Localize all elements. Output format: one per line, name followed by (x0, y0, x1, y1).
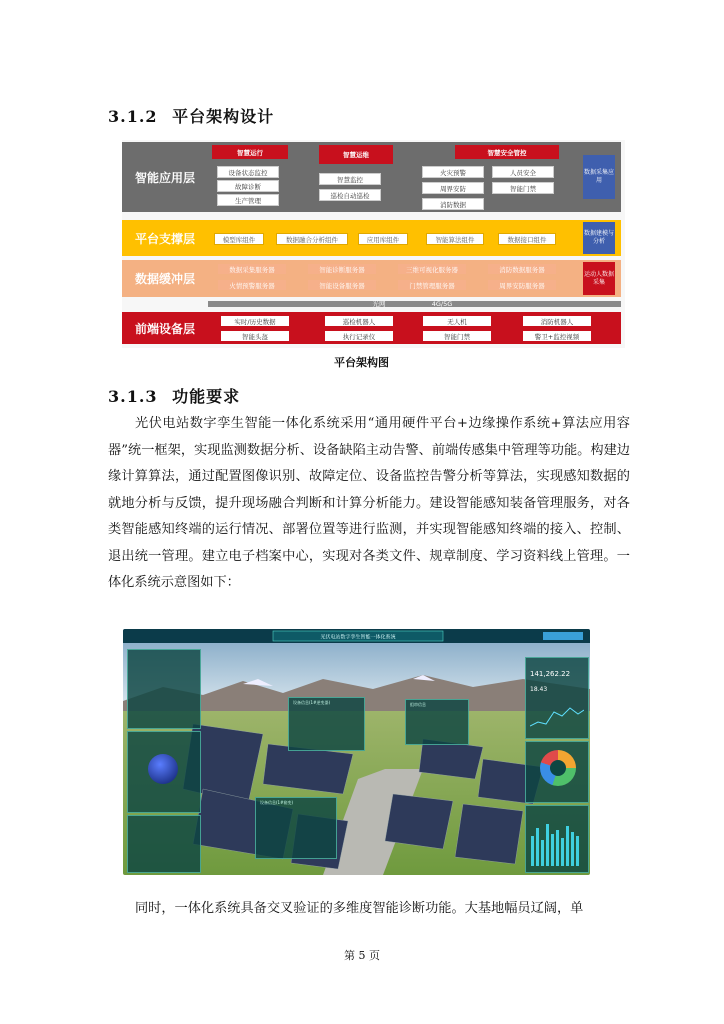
section-number: 3.1.3 (108, 387, 158, 406)
app-item: 巡检自动巡检 (319, 189, 381, 201)
app-item: 火灾预警 (422, 166, 484, 178)
panel-title: 设备信息(1#箱变) (260, 800, 294, 805)
platform-item: 应用库组件 (358, 233, 408, 245)
architecture-diagram (122, 140, 625, 348)
section-title: 平台架构设计 (172, 107, 275, 126)
device-item: 警卫+监控视频 (522, 330, 592, 342)
app-item: 周界安防 (422, 182, 484, 194)
buffer-item: 三维可视化服务器 (398, 264, 466, 274)
buffer-item: 智能设备服务器 (308, 280, 376, 290)
panel-title: 设备信息(1#逆变器) (293, 700, 331, 705)
divider-label-left: 光网 (372, 300, 386, 308)
panel-title: 组串信息 (410, 702, 426, 707)
system-screenshot (123, 629, 590, 875)
buffer-item: 智能诊断服务器 (308, 264, 376, 274)
app-item: 生产管理 (217, 194, 279, 206)
page-footer: 第 5 页 (344, 949, 380, 962)
right-panel-kpi (525, 657, 589, 739)
side-label-app: 数据采集应用 (583, 155, 615, 199)
device-item: 实时/历史数据 (220, 315, 290, 327)
device-item: 智能门禁 (422, 330, 492, 342)
left-panel-weather (127, 649, 201, 729)
network-divider (208, 301, 621, 307)
section-title: 功能要求 (172, 387, 241, 406)
bar-chart (530, 816, 584, 866)
platform-item: 数据融合分析组件 (276, 233, 348, 245)
section-heading-313 (108, 384, 240, 407)
device-item: 巡检机器人 (324, 315, 394, 327)
app-item: 智慧监控 (319, 173, 381, 185)
buffer-item: 门禁管理服务器 (398, 280, 466, 290)
left-panel-globe (127, 731, 201, 813)
platform-item: 模型库组件 (214, 233, 264, 245)
layer-band-platform (208, 220, 621, 256)
screenshot-title: 光伏电站数字孪生智能一体化系统 (320, 634, 396, 641)
info-panel-inverter (288, 697, 365, 751)
platform-item: 智能算法组件 (426, 233, 484, 245)
kpi-value: 141,262.22 (530, 670, 571, 678)
info-panel-transformer (255, 797, 337, 859)
layer-label-app: 智能应用层 (122, 142, 208, 212)
right-panel-bars (525, 805, 589, 873)
buffer-item: 数据采集服务器 (218, 264, 286, 274)
header-smart-ops: 智慧运维 (319, 145, 393, 164)
trend-chart (530, 702, 584, 730)
layer-label-device: 前端设备层 (122, 312, 208, 344)
divider-label-center: 4G/5G (431, 299, 453, 308)
left-panel-stats (127, 815, 201, 873)
body-paragraph: 光伏电站数字孪生智能一体化系统采用“通用硬件平台+边缘操作系统+算法应用容器”统一框架，实现监测数据分析、设备缺陷主动告警、前端传感集中管理等功能。构建边缘计算算法，通过配置图像识别、故障定位、设备监控告警分析等算法，实现感知数据的就地分析与反馈，提升现场融合判断和计算分析能力。建设智能感知装备管理服务，对各类智能感知终端的运行情况、部署位置等进行监测，并实现智能感知终端的接入、控制、退出统一管理。建立电子档案中心，实现对各类文件、规章制度、学习资料线上管理。一体化系统示意图如下： (108, 416, 630, 590)
layer-label-platform: 平台支撑层 (122, 220, 208, 256)
kpi-value-2: 18.43 (530, 686, 548, 693)
donut-chart (540, 750, 576, 786)
header-smart-run: 智慧运行 (212, 145, 288, 159)
right-panel-donut (525, 741, 589, 803)
header-smart-safety: 智慧安全管控 (455, 145, 559, 159)
app-item: 故障诊断 (217, 180, 279, 192)
app-item: 人员安全 (492, 166, 554, 178)
app-item: 智能门禁 (492, 182, 554, 194)
buffer-item: 火情预警服务器 (218, 280, 286, 290)
platform-item: 数据接口组件 (498, 233, 556, 245)
layer-label-buffer: 数据缓冲层 (122, 260, 208, 297)
figure-caption: 平台架构图 (334, 356, 389, 369)
info-panel-string (405, 699, 469, 745)
device-item: 执行记录仪 (324, 330, 394, 342)
section-heading-312 (108, 104, 274, 127)
side-label-platform: 数据建模与分析 (583, 222, 615, 254)
device-item: 消防机器人 (522, 315, 592, 327)
section-number: 3.1.2 (108, 107, 158, 126)
device-item: 无人机 (422, 315, 492, 327)
buffer-item: 消防数据服务器 (488, 264, 556, 274)
buffer-item: 周界安防服务器 (488, 280, 556, 290)
globe-icon (148, 754, 178, 784)
device-item: 智能头盔 (220, 330, 290, 342)
app-item: 设备状态监控 (217, 166, 279, 178)
app-item: 消防数据 (422, 198, 484, 210)
body-paragraph: 同时，一体化系统具备交叉验证的多维度智能诊断功能。大基地幅员辽阔，单 (135, 901, 584, 916)
side-label-buffer: 运动人数据采集 (583, 262, 615, 295)
